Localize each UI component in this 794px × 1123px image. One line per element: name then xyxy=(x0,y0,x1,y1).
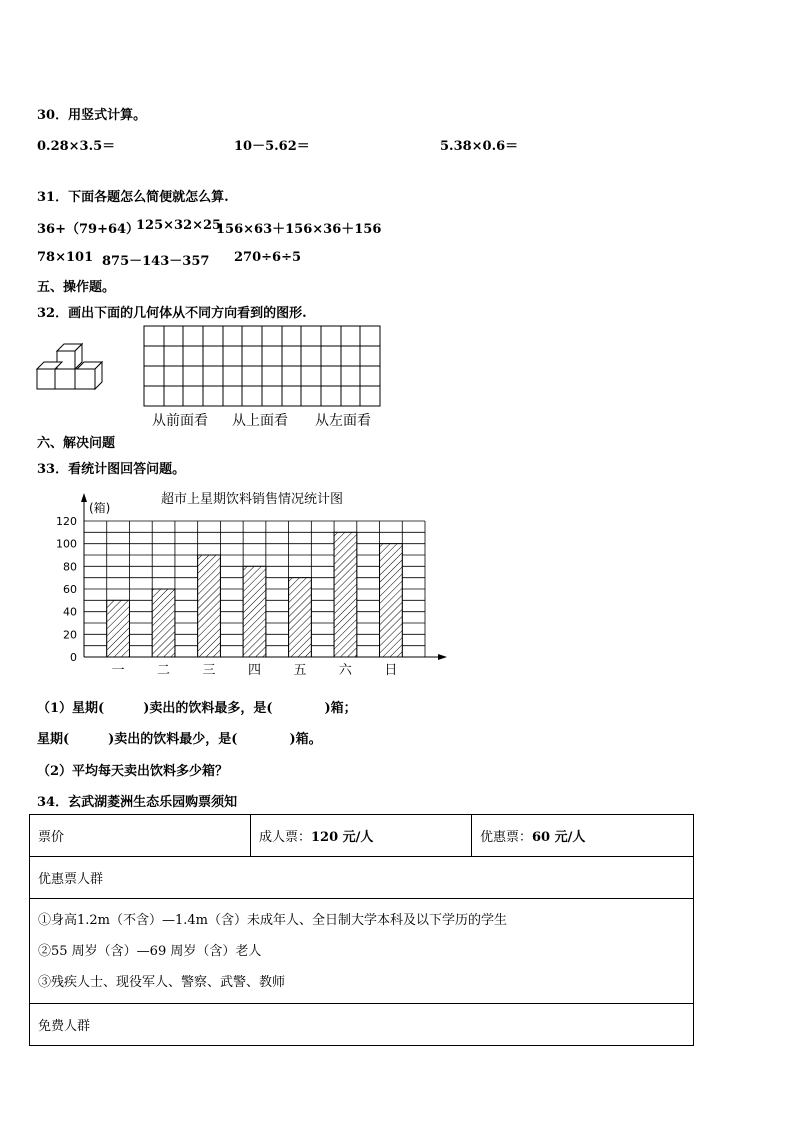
section-5-heading: 五、操作题。 xyxy=(37,280,116,295)
q32-title: 32．画出下面的几何体从不同方向看到的图形. xyxy=(37,306,307,321)
y-tick-label: 100 xyxy=(56,537,77,551)
q30-item-2: 10－5.62＝ xyxy=(234,139,310,154)
free-group-title: 免费人群 xyxy=(30,1004,694,1046)
q30-item-1: 0.28×3.5＝ xyxy=(37,139,116,154)
y-tick-label: 120 xyxy=(56,515,77,528)
y-tick-label: 80 xyxy=(63,560,77,574)
q34-title: 34．玄武湖菱洲生态乐园购票须知 xyxy=(37,795,238,810)
view-label-left: 从左面看 xyxy=(315,413,371,429)
x-tick-label: 四 xyxy=(247,663,262,678)
chart-title: 超市上星期饮料销售情况统计图 xyxy=(160,492,344,507)
q33-question-1-line-2: 星期( )卖出的饮料最少，是( )箱。 xyxy=(37,732,322,747)
discount-ticket-cell xyxy=(472,815,694,857)
discount-rule-1: ①身高1.2m（不含）—1.4m（含）未成年人、全日制大学本科及以下学历的学生 xyxy=(38,912,508,928)
adult-ticket-value: 120 元/人 xyxy=(311,830,374,845)
x-tick-label: 三 xyxy=(202,663,216,678)
free-group-row xyxy=(30,1004,694,1046)
section-6-heading: 六、解决问题 xyxy=(37,436,116,451)
x-tick-label: 六 xyxy=(338,663,352,678)
discount-rule-3: ③残疾人士、现役军人、警察、武警、教师 xyxy=(38,974,286,990)
bar xyxy=(152,589,175,657)
q30-item-3: 5.38×0.6＝ xyxy=(440,139,519,154)
x-axis-arrow xyxy=(438,654,447,660)
bar xyxy=(243,566,266,657)
price-label: 票价 xyxy=(38,830,65,845)
y-tick-label: 0 xyxy=(70,651,77,664)
discount-rule-2: ②55 周岁（含）—69 周岁（含）老人 xyxy=(38,943,262,959)
discount-group-row xyxy=(30,857,694,899)
chart-y-ticks xyxy=(56,515,77,664)
bar xyxy=(198,555,221,657)
q31-title: 31．下面各题怎么简便就怎么算. xyxy=(37,190,229,205)
discount-group-title: 优惠票人群 xyxy=(30,857,694,899)
bar xyxy=(107,600,130,657)
y-tick-label: 40 xyxy=(63,605,77,619)
q31-row1-item-3: 156×63＋156×36＋156 xyxy=(216,222,382,237)
q31-row2-item-3: 270÷6÷5 xyxy=(234,250,302,265)
x-tick-label: 五 xyxy=(293,663,307,678)
view-label-top: 从上面看 xyxy=(232,413,288,429)
bar xyxy=(380,544,403,657)
q31-row1-item-1: 36+（79+64） xyxy=(37,222,140,237)
q31-row2-item-2: 875－143－357 xyxy=(102,254,210,269)
bar xyxy=(289,578,312,657)
discount-ticket-label: 优惠票： xyxy=(480,830,533,845)
chart-x-ticks xyxy=(112,663,398,678)
adult-ticket-cell xyxy=(251,815,472,857)
view-label-front: 从前面看 xyxy=(152,413,208,429)
x-tick-label: 一 xyxy=(111,663,125,678)
discount-ticket-value: 60 元/人 xyxy=(532,830,586,845)
y-axis-arrow xyxy=(81,493,87,502)
q33-question-2: （2）平均每天卖出饮料多少箱？ xyxy=(37,764,229,779)
ticket-info-table xyxy=(29,814,694,1046)
chart-bars xyxy=(107,532,403,657)
q33-title: 33．看统计图回答问题。 xyxy=(37,462,186,477)
discount-rules-row xyxy=(30,899,694,1004)
price-label-cell xyxy=(30,815,251,857)
q33-question-1-line-1: （1）星期( )卖出的饮料最多，是( )箱； xyxy=(37,701,357,716)
x-tick-label: 二 xyxy=(157,663,171,678)
y-tick-label: 20 xyxy=(63,628,77,642)
x-tick-label: 日 xyxy=(384,663,398,678)
bar xyxy=(334,532,357,657)
q31-row2-item-1: 78×101 xyxy=(37,250,94,265)
price-row xyxy=(30,815,694,857)
adult-ticket-label: 成人票： xyxy=(259,830,312,845)
q31-row1-item-2: 125×32×25 xyxy=(136,218,222,233)
y-tick-label: 60 xyxy=(63,583,77,596)
q30-title: 30．用竖式计算。 xyxy=(37,108,147,123)
discount-rules-cell xyxy=(30,899,694,1004)
chart-y-axis-label: (箱) xyxy=(89,501,111,515)
